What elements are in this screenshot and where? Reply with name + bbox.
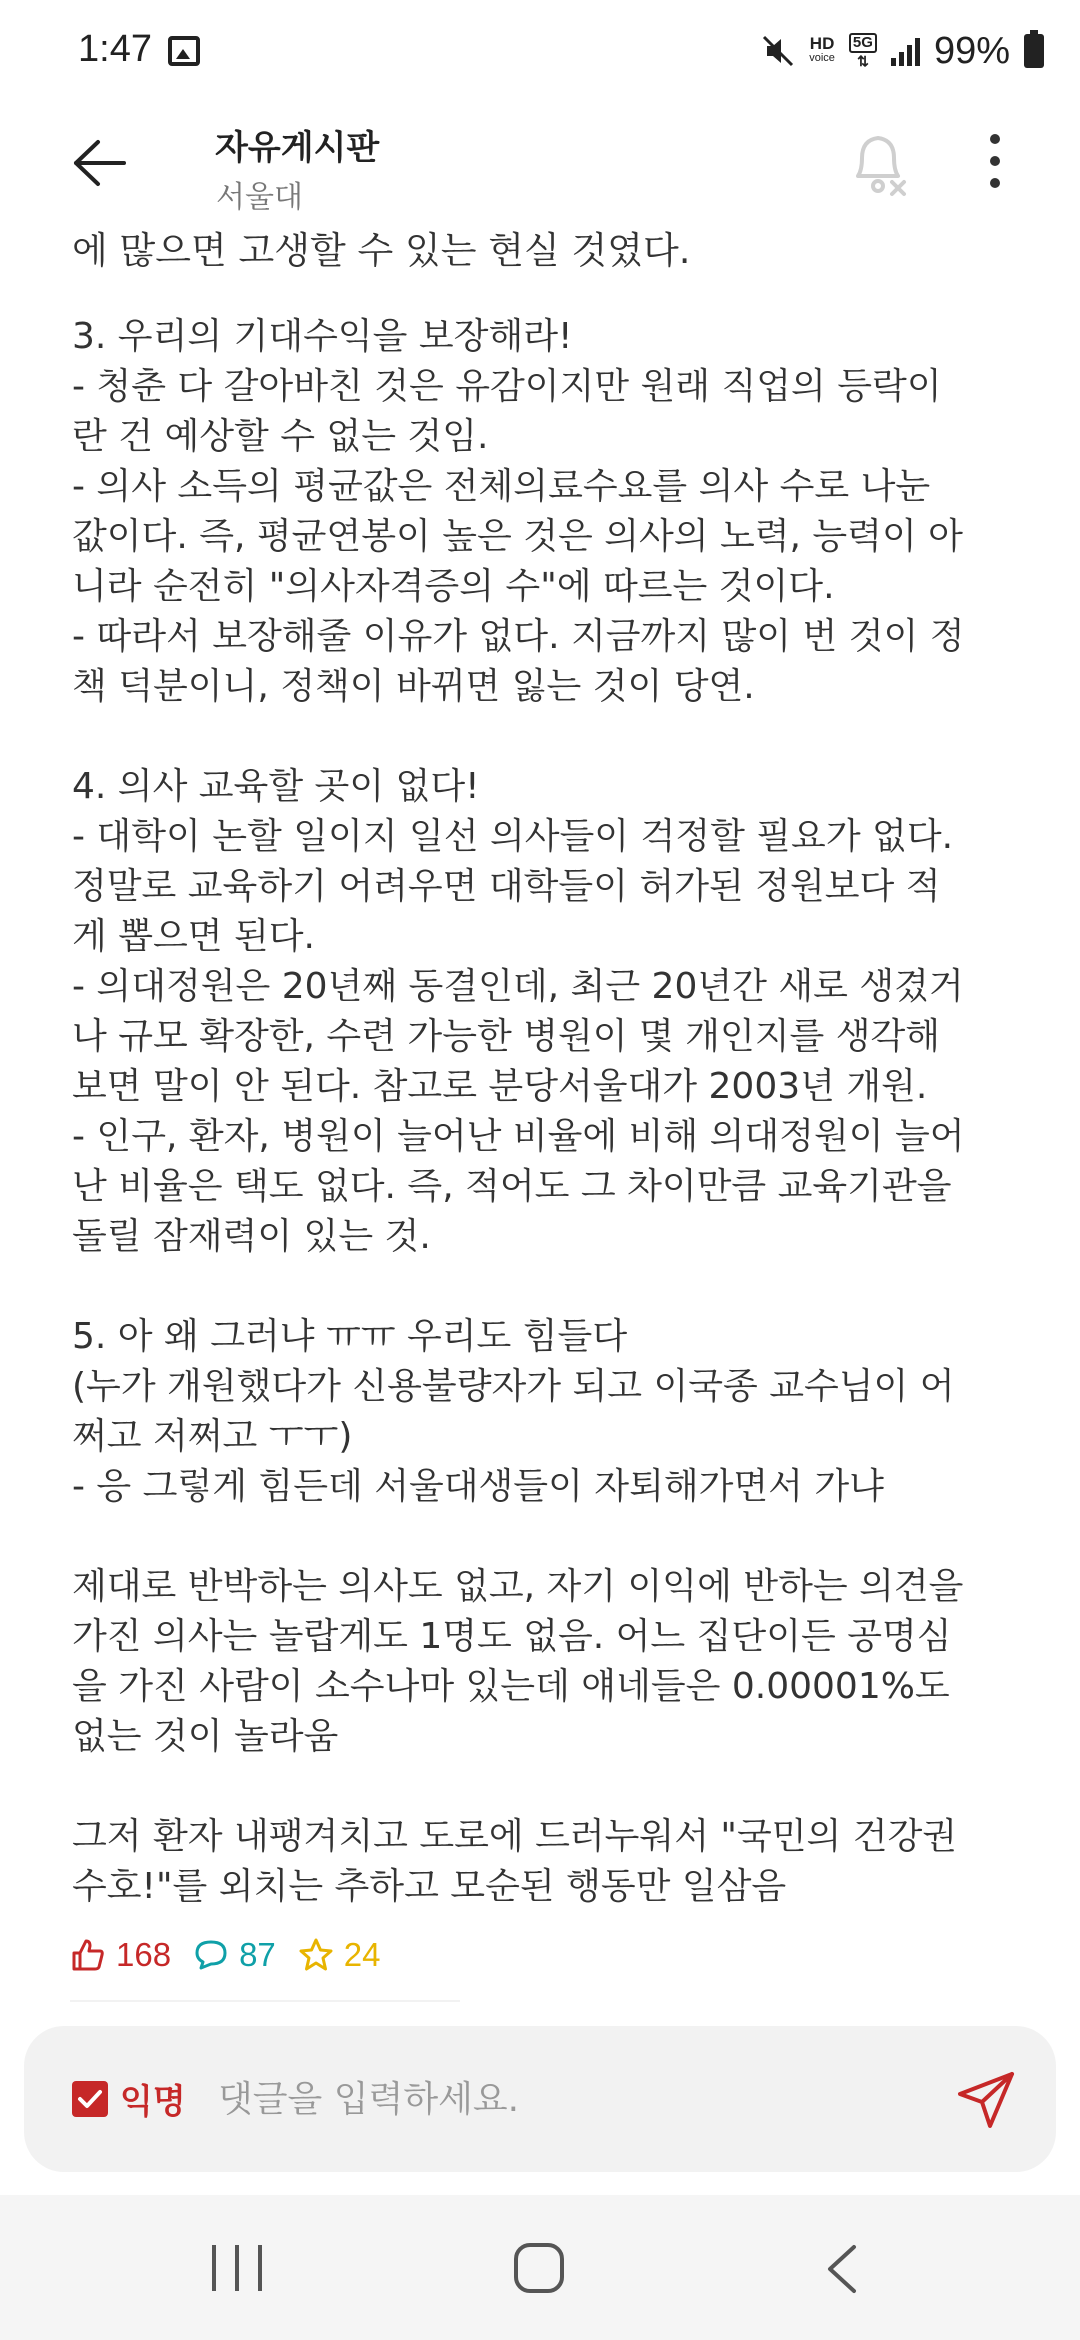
- recent-apps-button[interactable]: [212, 2245, 262, 2291]
- more-dot-icon: [990, 156, 1000, 166]
- post-body: [72, 229, 1012, 1907]
- status-bar: [0, 0, 1080, 100]
- like-count-value: 168: [116, 1936, 172, 1973]
- anonymous-label[interactable]: 익명: [120, 2082, 186, 2122]
- voice-label: voice: [809, 52, 835, 64]
- divider: [70, 2000, 460, 2002]
- scrap-count-value: 24: [343, 1936, 381, 1973]
- chevron-left-icon: [822, 2243, 862, 2295]
- like-count[interactable]: [70, 1936, 171, 1974]
- anonymous-checkbox[interactable]: [72, 2081, 108, 2117]
- home-button[interactable]: [514, 2243, 564, 2293]
- comment-bar: [24, 2026, 1056, 2172]
- send-button[interactable]: [954, 2068, 1018, 2132]
- status-icons: [761, 28, 1044, 74]
- notification-button[interactable]: [848, 130, 912, 200]
- thumbs-up-icon: [70, 1937, 106, 1973]
- star-icon: [298, 1937, 334, 1973]
- comment-count-value: 87: [239, 1936, 276, 1973]
- network-5g-icon: 5G ⇅: [849, 33, 877, 69]
- check-icon: [72, 2081, 108, 2117]
- battery-percent: 99%: [933, 29, 1010, 72]
- post-content: 3. 우리의 기대수익을 보장해라! - 청춘 다 갈아바친 것은 유감이지만 원래 직업의 등락이 란 건 예상할 수 없는 것임. - 의사 소득의 평균값은 전체의료수요를 의사 수로 나눈 값이다. 즉, 평균연봉이 높은 것은 의사의 노력, 능력이 아 니라 순전히 "의사자격증의 수"에 따르는 것이다. - 따라서 보장해줄 이유가 없다. 지금까지 많이 번 것이 정 책 덕분이니, 정책이 바뀌면 잃는 것이 당연. 4. 의사 교육할 곳이 없다! - 대학이 논할 일이지 일선 의사들이 걱정할 필요가 없다. 정말로 교육하기 어려우면 대학들이 허가된 정원보다 적 게 뽑으면 된다. - 의대정원은 20년째 동결인데, 최근 20년간 새로 생겼거 나 규모 확장한, 수련 가능한 병원이 몇 개인지를 생각해 보면 말이 안 된다. 참고로 분당서울대가 2003년 개원. - 인구, 환자, 병원이 늘어난 비율에 비해 의대정원이 늘어 난 비율은 택도 없다. 즉, 적어도 그 차이만큼 교육기관을 돌릴 잠재력이 있는 것. 5. 아 왜 그러냐 ㅠㅠ 우리도 힘들다 (누가 개원했다가 신용불량자가 되고 이국종 교수님이 어 쩌고 저쩌고 ㅜㅜ) - 응 그렇게 힘든데 서울대생들이 자퇴해가면서 가냐 제대로 반박하는 의사도 없고, 자기 이익에 반하는 의견을 가진 의사는 놀랍게도 1명도 없음. 어느 집단이든 공명심 을 가진 사람이 소수나마 있는데 얘네들은 0.00001%도 없는 것이 놀라움 그저 환자 내팽겨치고 도로에 드러누워서 "국민의 건강권 수호!"를 외치는 추하고 모순된 행동만 일삼음: [72, 316, 965, 1907]
- more-dot-icon: [990, 178, 1000, 188]
- app-header: [0, 100, 1080, 235]
- network-label: 5G: [849, 33, 877, 53]
- mute-icon: [761, 34, 795, 68]
- bell-off-icon: [848, 130, 912, 200]
- board-title: 자유게시판: [215, 128, 380, 168]
- status-time: 1:47: [78, 28, 152, 70]
- back-button[interactable]: [70, 138, 130, 188]
- more-options-button[interactable]: [975, 134, 1015, 194]
- post-stats: [70, 1930, 403, 1980]
- gallery-notification-icon: [168, 36, 200, 66]
- comment-count: [193, 1936, 276, 1974]
- system-back-button[interactable]: [822, 2243, 862, 2295]
- arrow-left-icon: [70, 138, 130, 188]
- hd-voice-icon: [809, 36, 835, 66]
- system-nav-bar: [0, 2195, 1080, 2340]
- comment-input[interactable]: [218, 2066, 938, 2132]
- post-cutoff-line: 에 많으면 고생할 수 있는 현실 것였다.: [72, 229, 691, 272]
- send-icon: [954, 2068, 1018, 2132]
- more-dot-icon: [990, 134, 1000, 144]
- signal-icon: [891, 36, 920, 66]
- hd-label: HD: [809, 34, 835, 53]
- speech-bubble-icon: [193, 1937, 229, 1973]
- board-subtitle: 서울대: [216, 180, 303, 215]
- scrap-count[interactable]: [298, 1936, 381, 1974]
- battery-icon: [1024, 34, 1044, 68]
